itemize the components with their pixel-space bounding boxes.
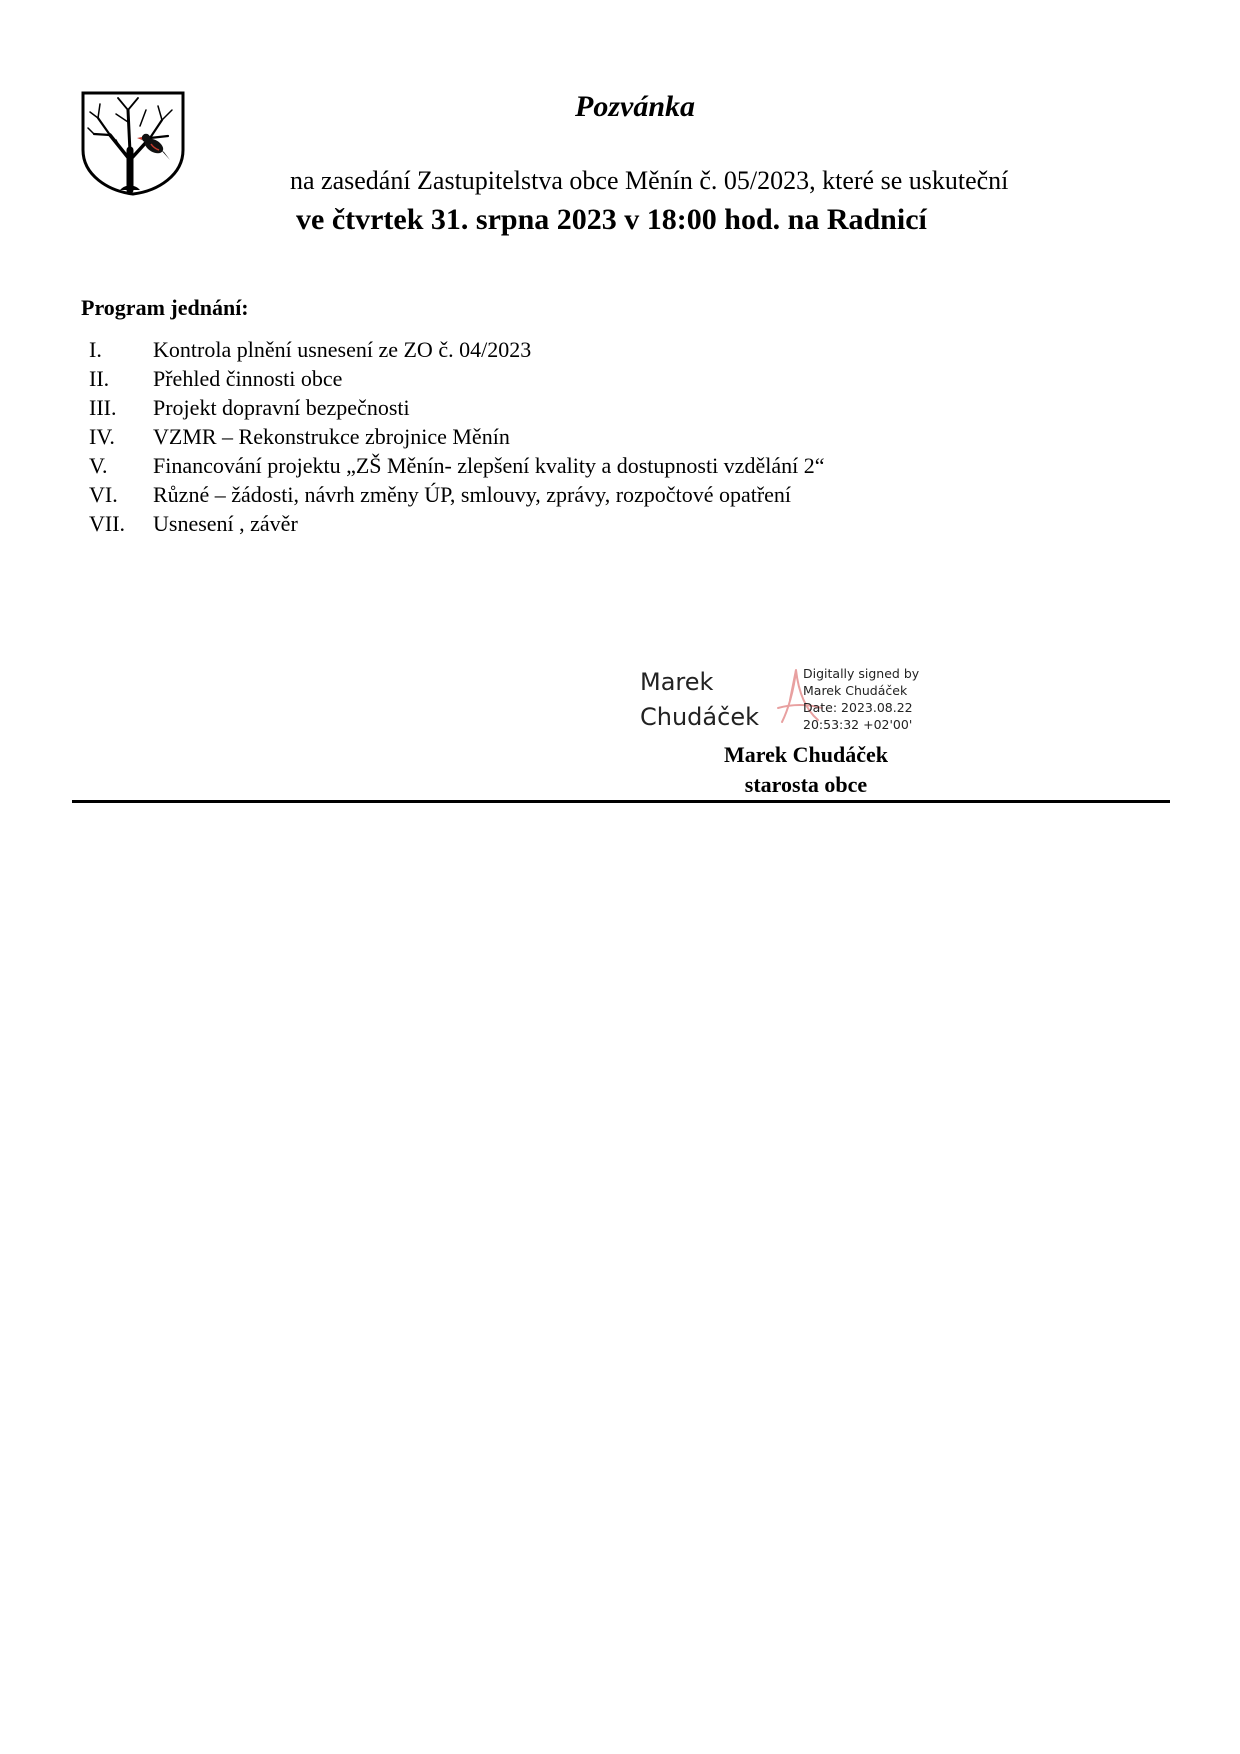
horizontal-rule [72,800,1170,803]
agenda-item-number: VI. [89,482,118,507]
agenda-list [89,335,824,538]
meeting-description: na zasedání Zastupitelstva obce Měnín č. 05/2023, které se uskuteční [290,166,1009,195]
agenda-item-text: Přehled činnosti obce [153,366,343,391]
digital-signature-details [803,665,919,733]
signature-first-name: Marek [640,668,714,696]
agenda-item-text: Různé – žádosti, návrh změny ÚP, smlouvy, zprávy, rozpočtové opatření [153,482,792,507]
agenda-item-number: IV. [89,424,115,449]
signature-last-name: Chudáček [640,703,759,731]
agenda-item [89,422,824,451]
agenda-item [89,393,824,422]
agenda-item [89,480,824,509]
agenda-item [89,509,824,538]
agenda-item-number: VII. [89,511,126,536]
signature-detail-line: Date: 2023.08.22 [803,700,913,715]
document-title: Pozvánka [575,90,695,123]
meeting-date-time: ve čtvrtek 31. srpna 2023 v 18:00 hod. na Radnicí [296,203,927,236]
digital-signature-visual [640,665,759,735]
agenda-item-text: Financování projektu „ZŠ Měnín- zlepšení kvality a dostupnosti vzdělání 2“ [153,453,825,478]
signature-detail-line: Digitally signed by [803,666,920,681]
agenda-item [89,364,824,393]
agenda-item-number: III. [89,395,117,420]
agenda-item-text: Usnesení , závěr [153,511,298,536]
signature-detail-line: 20:53:32 +02'00' [803,717,913,732]
agenda-item [89,451,824,480]
agenda-item-number: I. [89,337,102,362]
program-heading: Program jednání: [81,295,249,320]
agenda-item-number: V. [89,453,108,478]
signature-detail-line: Marek Chudáček [803,683,908,698]
agenda-item-text: Projekt dopravní bezpečnosti [153,395,410,420]
agenda-item-text: VZMR – Rekonstrukce zbrojnice Měnín [153,424,510,449]
agenda-item-number: II. [89,366,110,391]
agenda-item-text: Kontrola plnění usnesení ze ZO č. 04/2023 [153,337,532,362]
signer-name: Marek Chudáček [724,742,888,767]
signer-role: starosta obce [744,772,868,797]
agenda-item [89,335,824,364]
